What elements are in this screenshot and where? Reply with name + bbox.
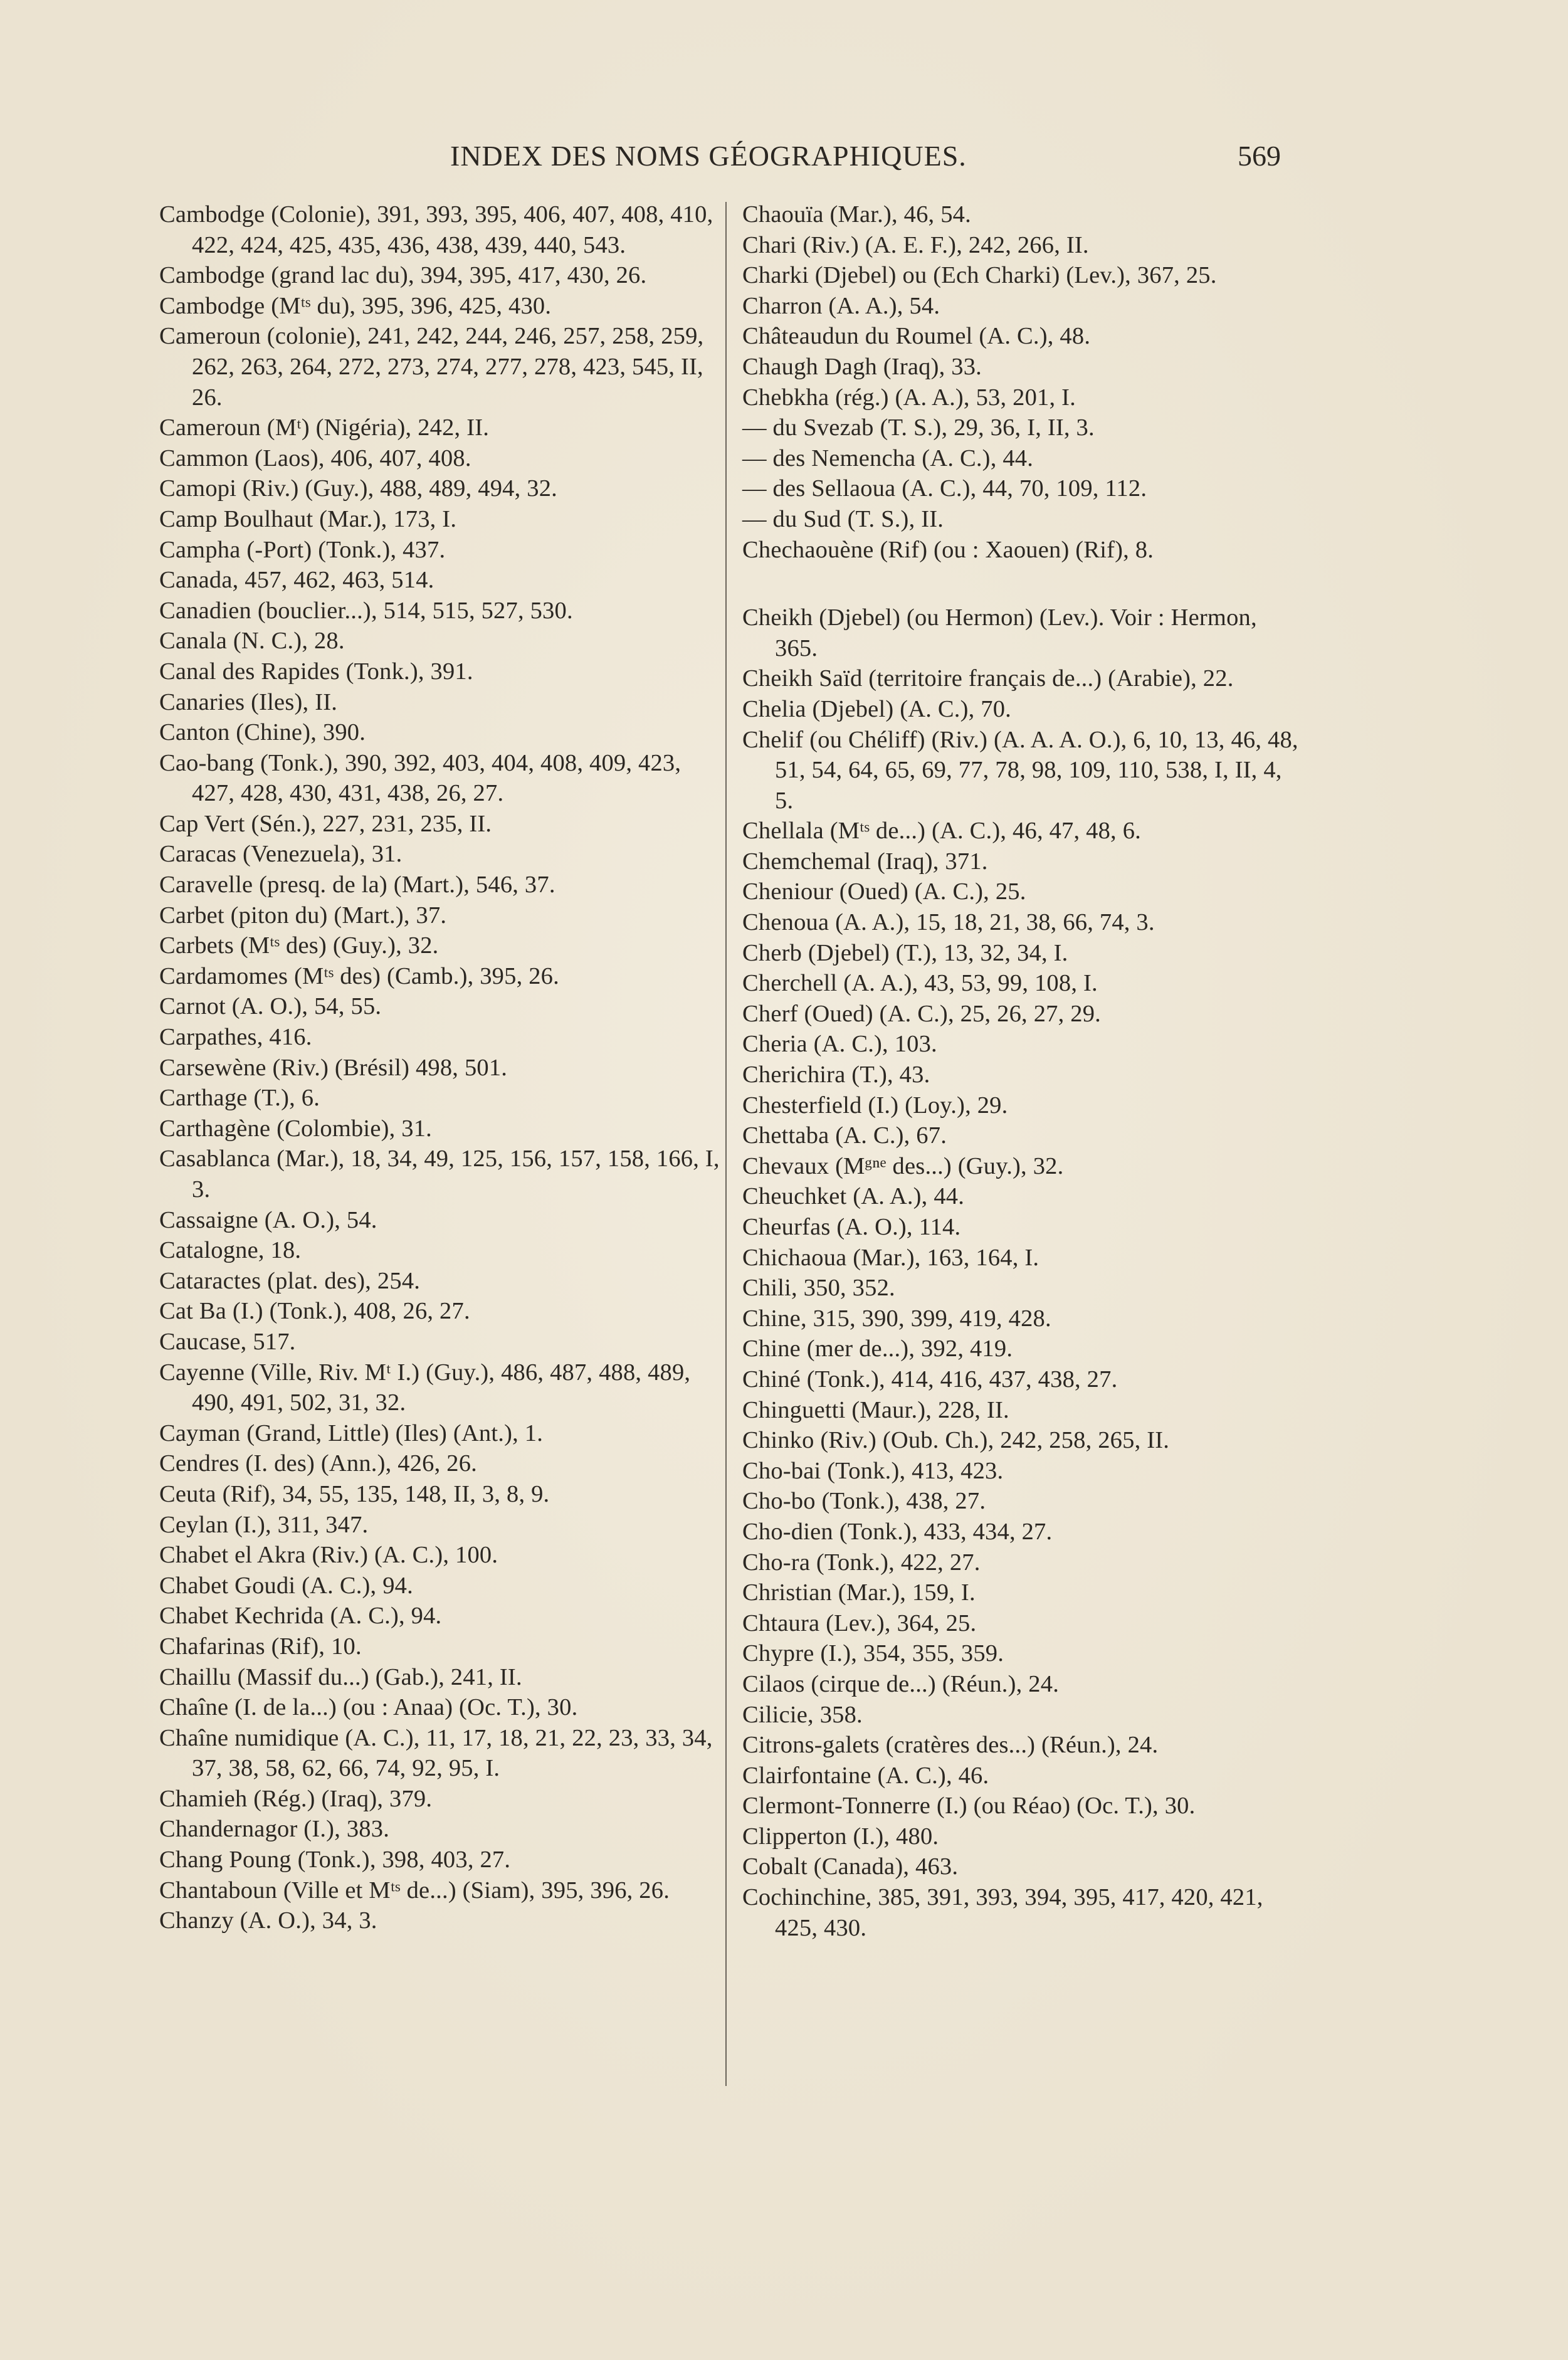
index-entry: Chaugh Dagh (Iraq), 33. [742,353,982,380]
index-entry: Chtaura (Lev.), 364, 25. [742,1609,977,1636]
index-entry: Carnot (A. O.), 54, 55. [159,993,382,1020]
index-entry: Chebkha (rég.) (A. A.), 53, 201, I. [742,384,1076,411]
index-entry: Clipperton (I.), 480. [742,1823,939,1850]
index-entry: Chanzy (A. O.), 34, 3. [159,1907,377,1934]
index-entry: Chettaba (A. C.), 67. [742,1122,947,1149]
index-entry: Canada, 457, 462, 463, 514. [159,567,434,594]
index-entry: Chabet el Akra (Riv.) (A. C.), 100. [159,1542,498,1569]
index-entry: Cherichira (T.), 43. [742,1061,930,1088]
index-entry: Cherf (Oued) (A. C.), 25, 26, 27, 29. [742,1000,1101,1027]
index-entry: Cambodge (grand lac du), 394, 395, 417, 430, 26. [159,262,647,289]
index-entry: Cheria (A. C.), 103. [742,1031,937,1058]
index-entry: Chamieh (Rég.) (Iraq), 379. [159,1785,433,1812]
index-entry: Chemchemal (Iraq), 371. [742,848,988,875]
index-entry: Cataractes (plat. des), 254. [159,1267,421,1294]
index-column-left [159,199,727,1936]
index-entry: Chenoua (A. A.), 15, 18, 21, 38, 66, 74, 3. [742,909,1155,936]
index-entry: — du Sud (T. S.), II. [742,505,944,532]
index-entry: Chelif (ou Chéliff) (Riv.) (A. A. A. O.), 6, 10, 13, 46, 48, 51, 54, 64, 65, 69, 77, 78, 98, 109, 110, 538, I, II, 4, 5. [742,726,1298,814]
index-entry: Cameroun (Mᵗ) (Nigéria), 242, II. [159,414,490,441]
index-entry: Cherb (Djebel) (T.), 13, 32, 34, I. [742,939,1068,966]
column-divider [725,202,727,2086]
index-entry: Cheikh Saïd (territoire français de...) (Arabie), 22. [742,665,1234,692]
index-column-right [742,199,1303,1943]
index-entry: Cho-dien (Tonk.), 433, 434, 27. [742,1518,1053,1545]
index-entry: Caracas (Venezuela), 31. [159,841,403,868]
index-entry: Chinguetti (Maur.), 228, II. [742,1396,1009,1423]
index-entry: Campha (-Port) (Tonk.), 437. [159,536,446,563]
running-header [0,139,1568,183]
index-entry: Carpathes, 416. [159,1024,312,1051]
index-entry: Canal des Rapides (Tonk.), 391. [159,658,473,685]
index-entry: — du Svezab (T. S.), 29, 36, I, II, 3. [742,414,1095,441]
index-entry: Cho-ra (Tonk.), 422, 27. [742,1549,981,1576]
index-entry: Caravelle (presq. de la) (Mart.), 546, 37. [159,872,555,898]
index-entry: Chaîne numidique (A. C.), 11, 17, 18, 21, 22, 23, 33, 34, 37, 38, 58, 62, 66, 74, 92, 95, I. [159,1724,713,1782]
index-entry: Christian (Mar.), 159, I. [742,1579,976,1606]
index-entry: Chandernagor (I.), 383. [159,1816,390,1843]
index-entry: Citrons-galets (cratères des...) (Réun.), 24. [742,1732,1159,1759]
index-entry: Carthage (T.), 6. [159,1085,320,1112]
index-entry: Chellala (Mᵗˢ de...) (A. C.), 46, 47, 48, 6. [742,818,1141,845]
index-entry: Cheikh (Djebel) (ou Hermon) (Lev.). Voir : Hermon, 365. [742,604,1257,661]
index-entry: Cambodge (Mᵗˢ du), 395, 396, 425, 430. [159,292,552,319]
index-entry: Cilaos (cirque de...) (Réun.), 24. [742,1670,1060,1697]
index-entry: Chichaoua (Mar.), 163, 164, I. [742,1244,1039,1271]
index-entry: Cat Ba (I.) (Tonk.), 408, 26, 27. [159,1298,470,1325]
index-entry: Carsewène (Riv.) (Brésil) 498, 501. [159,1054,508,1081]
index-entry: Cammon (Laos), 406, 407, 408. [159,445,471,471]
index-entry: — des Sellaoua (A. C.), 44, 70, 109, 112. [742,475,1147,502]
index-entry: Chine (mer de...), 392, 419. [742,1335,1013,1362]
index-entry: Cameroun (colonie), 241, 242, 244, 246, 257, 258, 259, 262, 263, 264, 272, 273, 274, 277, 278, 423, 545, II, 26. [159,323,704,411]
index-entry: Cherchell (A. A.), 43, 53, 99, 108, I. [742,970,1098,997]
index-entry: Cardamomes (Mᵗˢ des) (Camb.), 395, 26. [159,962,559,989]
index-entry: Chine, 315, 390, 399, 419, 428. [742,1305,1051,1332]
index-entry: Clairfontaine (A. C.), 46. [742,1762,989,1789]
index-entry: Cayenne (Ville, Riv. Mᵗ I.) (Guy.), 486, 487, 488, 489, 490, 491, 502, 31, 32. [159,1359,691,1416]
index-entry: Carthagène (Colombie), 31. [159,1115,432,1142]
index-entry: Chiné (Tonk.), 414, 416, 437, 438, 27. [742,1366,1118,1393]
index-entry: Cheuchket (A. A.), 44. [742,1183,965,1210]
index-entry: Chechaouène (Rif) (ou : Xaouen) (Rif), 8. [742,536,1154,563]
index-entry: Camopi (Riv.) (Guy.), 488, 489, 494, 32. [159,475,557,502]
index-entry: Chesterfield (I.) (Loy.), 29. [742,1092,1008,1119]
index-entry: Cochinchine, 385, 391, 393, 394, 395, 417, 420, 421, 425, 430. [742,1884,1263,1941]
index-entry: Chari (Riv.) (A. E. F.), 242, 266, II. [742,231,1089,258]
index-entry: Charki (Djebel) ou (Ech Charki) (Lev.), 367, 25. [742,262,1217,289]
index-entry: Cho-bai (Tonk.), 413, 423. [742,1457,1004,1484]
index-entry: Cassaigne (A. O.), 54. [159,1206,377,1233]
index-entry: Ceuta (Rif), 34, 55, 135, 148, II, 3, 8, 9. [159,1480,550,1507]
index-entry: Cobalt (Canada), 463. [742,1853,959,1880]
index-entry: Cheurfas (A. O.), 114. [742,1214,961,1240]
index-entry: Cilicie, 358. [742,1701,863,1728]
index-entry: Cap Vert (Sén.), 227, 231, 235, II. [159,810,492,837]
index-entry: Chaîne (I. de la...) (ou : Anaa) (Oc. T.), 30. [159,1694,578,1721]
index-entry: Chantaboun (Ville et Mᵗˢ de...) (Siam), 395, 396, 26. [159,1877,670,1904]
index-entry: Chypre (I.), 354, 355, 359. [742,1640,1004,1667]
index-entry: Chevaux (Mᵍⁿᵉ des...) (Guy.), 32. [742,1152,1064,1179]
index-entry: Camp Boulhaut (Mar.), 173, I. [159,505,457,532]
index-entry: Casablanca (Mar.), 18, 34, 49, 125, 156, 157, 158, 166, I, 3. [159,1146,720,1203]
index-entry: Cendres (I. des) (Ann.), 426, 26. [159,1450,477,1477]
index-entry: Catalogne, 18. [159,1237,302,1264]
index-entry: Canala (N. C.), 28. [159,628,345,655]
index-entry: Cayman (Grand, Little) (Iles) (Ant.), 1. [159,1420,544,1446]
index-entry: Chinko (Riv.) (Oub. Ch.), 242, 258, 265, II. [742,1427,1170,1454]
index-entry: Clermont-Tonnerre (I.) (ou Réao) (Oc. T.), 30. [742,1793,1196,1820]
index-entry: Canaries (Iles), II. [159,688,338,715]
index-entry: Chaillu (Massif du...) (Gab.), 241, II. [159,1663,522,1690]
index-entry: Caucase, 517. [159,1328,296,1355]
index-entry: Châteaudun du Roumel (A. C.), 48. [742,323,1091,350]
index-entry: Chaouïa (Mar.), 46, 54. [742,201,971,228]
index-entry: Canadien (bouclier...), 514, 515, 527, 530. [159,597,573,624]
index-entry: Cao-bang (Tonk.), 390, 392, 403, 404, 408, 409, 423, 427, 428, 430, 431, 438, 26, 27. [159,749,681,807]
page-number: 569 [1238,140,1281,172]
index-entry: Carbet (piton du) (Mart.), 37. [159,902,447,929]
index-entry: — des Nemencha (A. C.), 44. [742,445,1034,471]
index-entry: Canton (Chine), 390. [159,719,366,746]
index-entry: Cheniour (Oued) (A. C.), 25. [742,878,1026,905]
index-entry: Charron (A. A.), 54. [742,292,940,319]
index-entry: Carbets (Mᵗˢ des) (Guy.), 32. [159,932,439,959]
index-entry: Chabet Goudi (A. C.), 94. [159,1572,413,1599]
index-entry: Cho-bo (Tonk.), 438, 27. [742,1488,986,1515]
index-entry: Chafarinas (Rif), 10. [159,1633,362,1660]
index-entry: Chelia (Djebel) (A. C.), 70. [742,695,1011,722]
index-entry: Ceylan (I.), 311, 347. [159,1511,369,1538]
index-entry: Chang Poung (Tonk.), 398, 403, 27. [159,1846,511,1873]
index-entry: Cambodge (Colonie), 391, 393, 395, 406, 407, 408, 410, 422, 424, 425, 435, 436, 438, 439, 440, 543. [159,201,713,258]
index-entry: Chili, 350, 352. [742,1275,895,1302]
index-entry: Chabet Kechrida (A. C.), 94. [159,1603,442,1630]
page-title: INDEX DES NOMS GÉOGRAPHIQUES. [450,140,967,172]
